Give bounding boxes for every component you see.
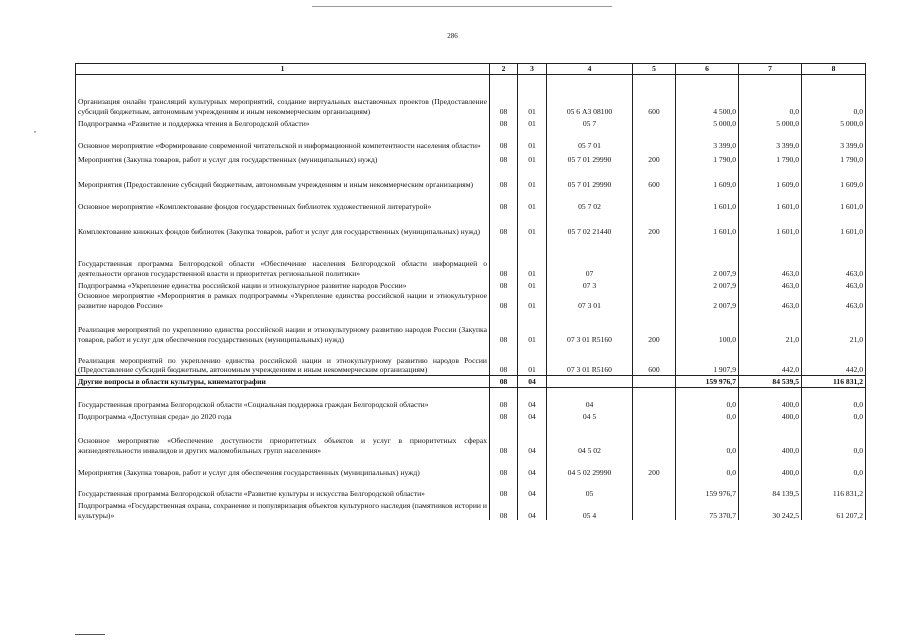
row-name-cell: Подпрограмма «Развитие и поддержка чтения в Белгородской области»	[76, 116, 490, 128]
section-code-cell: 08	[490, 211, 518, 236]
amount-year1-cell: 5 000,0	[676, 116, 739, 128]
amount-year2-cell: 400,0	[739, 387, 802, 409]
target-article-cell: 04 5	[547, 409, 633, 421]
amount-year2-cell: 400,0	[739, 409, 802, 421]
section-code-cell: 08	[490, 409, 518, 421]
row-name-cell: Подпрограмма «Укрепление единства российской нации и этнокультурное развитие народов России»	[76, 278, 490, 290]
section-code-cell: 08	[490, 477, 518, 498]
header-col-1: 1	[76, 64, 490, 75]
amount-year1-cell: 2 007,9	[676, 290, 739, 310]
expense-type-cell	[633, 477, 676, 498]
table-row	[76, 189, 866, 211]
target-article-cell: 04 5 02	[547, 421, 633, 455]
amount-year1-cell: 3 399,0	[676, 128, 739, 150]
amount-year2-cell: 5 000,0	[739, 116, 802, 128]
header-col-2: 2	[490, 64, 518, 75]
subsection-code-cell: 01	[518, 189, 547, 211]
target-article-cell: 07 3 01 R5160	[547, 310, 633, 344]
amount-year1-cell: 0,0	[676, 455, 739, 477]
row-name-cell: Основное мероприятие «Комплектование фондов государственных библиотек художественной литературой»	[76, 189, 490, 211]
section-code-cell: 08	[490, 74, 518, 116]
amount-year2-cell: 1 601,0	[739, 211, 802, 236]
amount-year1-cell: 2 007,9	[676, 278, 739, 290]
subsection-code-cell: 04	[518, 498, 547, 520]
expense-type-cell	[633, 236, 676, 278]
subsection-code-cell: 01	[518, 74, 547, 116]
expense-type-cell: 600	[633, 344, 676, 375]
amount-year1-cell: 0,0	[676, 387, 739, 409]
header-col-8: 8	[802, 64, 866, 75]
amount-year2-cell: 30 242,5	[739, 498, 802, 520]
row-name-cell: Основное мероприятие «Мероприятия в рамках подпрограммы «Укрепление единства российской нации и этнокультурное развитие народов России»	[76, 290, 490, 310]
expense-type-cell	[633, 128, 676, 150]
expense-type-cell: 200	[633, 455, 676, 477]
amount-year1-cell: 75 370,7	[676, 498, 739, 520]
section-code-cell: 08	[490, 290, 518, 310]
row-name-cell: Мероприятия (Закупка товаров, работ и услуг для обеспечения государственных (муниципальных) нужд)	[76, 455, 490, 477]
table-row	[76, 477, 866, 498]
amount-year3-cell: 0,0	[802, 455, 866, 477]
expense-type-cell	[633, 290, 676, 310]
row-name-cell: Реализация мероприятий по укреплению единства российской нации и этнокультурному развитию народов России (Предоставление субсидий бюджетным, автономным учреждениям и иным некоммерческим организациям)	[76, 344, 490, 375]
amount-year1-cell: 159 976,7	[676, 375, 739, 387]
amount-year1-cell: 159 976,7	[676, 477, 739, 498]
subsection-code-cell: 04	[518, 455, 547, 477]
subsection-code-cell: 01	[518, 211, 547, 236]
budget-table	[75, 63, 866, 520]
amount-year3-cell: 21,0	[802, 310, 866, 344]
table-row	[76, 128, 866, 150]
table-row	[76, 455, 866, 477]
subsection-code-cell: 01	[518, 278, 547, 290]
target-article-cell: 07 3 01 R5160	[547, 344, 633, 375]
section-code-cell: 08	[490, 128, 518, 150]
table-header-row	[76, 64, 866, 75]
amount-year3-cell: 463,0	[802, 290, 866, 310]
subsection-code-cell: 01	[518, 290, 547, 310]
subsection-code-cell: 01	[518, 344, 547, 375]
amount-year2-cell: 84 539,5	[739, 375, 802, 387]
amount-year2-cell: 463,0	[739, 236, 802, 278]
amount-year1-cell: 1 790,0	[676, 150, 739, 164]
table-row	[76, 164, 866, 189]
subsection-code-cell: 01	[518, 310, 547, 344]
amount-year3-cell: 3 399,0	[802, 128, 866, 150]
target-article-cell: 05 7	[547, 116, 633, 128]
top-rule	[312, 6, 612, 7]
amount-year1-cell: 1 601,0	[676, 189, 739, 211]
section-code-cell: 08	[490, 375, 518, 387]
amount-year2-cell: 0,0	[739, 74, 802, 116]
table-row	[76, 290, 866, 310]
table-row	[76, 498, 866, 520]
amount-year1-cell: 2 007,9	[676, 236, 739, 278]
amount-year2-cell: 3 399,0	[739, 128, 802, 150]
table-row	[76, 74, 866, 116]
table-row	[76, 375, 866, 387]
target-article-cell: 07 3	[547, 278, 633, 290]
amount-year3-cell: 61 207,2	[802, 498, 866, 520]
amount-year2-cell: 21,0	[739, 310, 802, 344]
table-row	[76, 150, 866, 164]
section-code-cell: 08	[490, 455, 518, 477]
expense-type-cell	[633, 116, 676, 128]
amount-year3-cell: 442,0	[802, 344, 866, 375]
row-name-cell: Мероприятия (Закупка товаров, работ и услуг для государственных (муниципальных) нужд)	[76, 150, 490, 164]
row-name-cell: Подпрограмма «Государственная охрана, сохранение и популяризация объектов культурного наследия (памятников истории и культуры)»	[76, 498, 490, 520]
row-name-cell: Реализация мероприятий по укреплению единства российской нации и этнокультурному развитию народов России (Закупка товаров, работ и услуг для обеспечения государственных (муниципальных) нужд)	[76, 310, 490, 344]
target-article-cell: 04	[547, 387, 633, 409]
amount-year3-cell: 116 831,2	[802, 477, 866, 498]
expense-type-cell: 200	[633, 150, 676, 164]
target-article-cell: 05 7 01 29990	[547, 164, 633, 189]
amount-year3-cell: 1 790,0	[802, 150, 866, 164]
amount-year2-cell: 400,0	[739, 455, 802, 477]
subsection-code-cell: 01	[518, 116, 547, 128]
header-col-7: 7	[739, 64, 802, 75]
subsection-code-cell: 04	[518, 375, 547, 387]
expense-type-cell: 600	[633, 74, 676, 116]
row-name-cell: Государственная программа Белгородской области «Социальная поддержка граждан Белгородской области»	[76, 387, 490, 409]
section-code-cell: 08	[490, 189, 518, 211]
subsection-code-cell: 01	[518, 128, 547, 150]
table-row	[76, 236, 866, 278]
expense-type-cell	[633, 409, 676, 421]
row-name-cell: Комплектование книжных фондов библиотек (Закупка товаров, работ и услуг для государственных (муниципальных) нужд)	[76, 211, 490, 236]
target-article-cell: 05 6 А3 08100	[547, 74, 633, 116]
row-name-cell: Организация онлайн трансляций культурных мероприятий, создание виртуальных выставочных проектов (Предоставление субсидий бюджетным, автономным учреждениям и иным некоммерческим организациям)	[76, 74, 490, 116]
expense-type-cell	[633, 189, 676, 211]
margin-mark: ,	[34, 125, 36, 134]
row-name-cell: Государственная программа Белгородской области «Обеспечение населения Белгородской области информацией о деятельности органов государственной власти и приоритетах региональной политики»	[76, 236, 490, 278]
amount-year3-cell: 463,0	[802, 236, 866, 278]
amount-year1-cell: 1 601,0	[676, 211, 739, 236]
row-name-cell: Мероприятия (Предоставление субсидий бюджетным, автономным учреждениям и иным некоммерческим организациям)	[76, 164, 490, 189]
row-name-cell: Государственная программа Белгородской области «Развитие культуры и искусства Белгородской области»	[76, 477, 490, 498]
row-name-cell: Основное мероприятие «Обеспечение доступности приоритетных объектов и услуг в приоритетных сферах жизнедеятельности инвалидов и других маломобильных групп населения»	[76, 421, 490, 455]
header-col-3: 3	[518, 64, 547, 75]
amount-year3-cell: 0,0	[802, 387, 866, 409]
amount-year2-cell: 463,0	[739, 290, 802, 310]
table-row	[76, 278, 866, 290]
expense-type-cell: 200	[633, 211, 676, 236]
amount-year3-cell: 0,0	[802, 74, 866, 116]
table-row	[76, 387, 866, 409]
table-row	[76, 409, 866, 421]
amount-year3-cell: 0,0	[802, 421, 866, 455]
amount-year3-cell: 5 000,0	[802, 116, 866, 128]
amount-year1-cell: 0,0	[676, 409, 739, 421]
target-article-cell: 07 3 01	[547, 290, 633, 310]
section-code-cell: 08	[490, 344, 518, 375]
table-body	[76, 74, 866, 520]
expense-type-cell	[633, 421, 676, 455]
page-number: 286	[447, 32, 458, 40]
row-name-cell: Другие вопросы в области культуры, кинематографии	[76, 375, 490, 387]
header-col-6: 6	[676, 64, 739, 75]
target-article-cell: 05 4	[547, 498, 633, 520]
target-article-cell: 07	[547, 236, 633, 278]
amount-year2-cell: 1 609,0	[739, 164, 802, 189]
target-article-cell: 04 5 02 29990	[547, 455, 633, 477]
subsection-code-cell: 04	[518, 477, 547, 498]
table-row	[76, 211, 866, 236]
table-row	[76, 344, 866, 375]
amount-year3-cell: 1 601,0	[802, 189, 866, 211]
amount-year1-cell: 1 907,9	[676, 344, 739, 375]
footnote-rule	[75, 634, 105, 635]
target-article-cell: 05 7 02 21440	[547, 211, 633, 236]
section-code-cell: 08	[490, 278, 518, 290]
amount-year1-cell: 4 500,0	[676, 74, 739, 116]
amount-year1-cell: 100,0	[676, 310, 739, 344]
section-code-cell: 08	[490, 387, 518, 409]
expense-type-cell	[633, 387, 676, 409]
section-code-cell: 08	[490, 310, 518, 344]
section-code-cell: 08	[490, 421, 518, 455]
amount-year3-cell: 0,0	[802, 409, 866, 421]
amount-year2-cell: 1 790,0	[739, 150, 802, 164]
expense-type-cell: 200	[633, 310, 676, 344]
table-row	[76, 310, 866, 344]
amount-year1-cell: 1 609,0	[676, 164, 739, 189]
subsection-code-cell: 04	[518, 409, 547, 421]
expense-type-cell	[633, 375, 676, 387]
table-row	[76, 421, 866, 455]
amount-year1-cell: 0,0	[676, 421, 739, 455]
expense-type-cell	[633, 278, 676, 290]
row-name-cell: Основное мероприятие «Формирование современной читательской и информационной компетентности населения области»	[76, 128, 490, 150]
amount-year3-cell: 116 831,2	[802, 375, 866, 387]
table-row	[76, 116, 866, 128]
amount-year2-cell: 400,0	[739, 421, 802, 455]
subsection-code-cell: 01	[518, 150, 547, 164]
amount-year2-cell: 463,0	[739, 278, 802, 290]
amount-year3-cell: 1 609,0	[802, 164, 866, 189]
target-article-cell: 05 7 01 29990	[547, 150, 633, 164]
row-name-cell: Подпрограмма «Доступная среда» до 2020 года	[76, 409, 490, 421]
section-code-cell: 08	[490, 116, 518, 128]
subsection-code-cell: 04	[518, 387, 547, 409]
section-code-cell: 08	[490, 150, 518, 164]
target-article-cell: 05 7 02	[547, 189, 633, 211]
target-article-cell: 05 7 01	[547, 128, 633, 150]
amount-year3-cell: 1 601,0	[802, 211, 866, 236]
amount-year2-cell: 442,0	[739, 344, 802, 375]
subsection-code-cell: 04	[518, 421, 547, 455]
section-code-cell: 08	[490, 164, 518, 189]
subsection-code-cell: 01	[518, 236, 547, 278]
target-article-cell	[547, 375, 633, 387]
expense-type-cell: 600	[633, 164, 676, 189]
amount-year3-cell: 463,0	[802, 278, 866, 290]
target-article-cell: 05	[547, 477, 633, 498]
header-col-5: 5	[633, 64, 676, 75]
section-code-cell: 08	[490, 498, 518, 520]
subsection-code-cell: 01	[518, 164, 547, 189]
amount-year2-cell: 84 139,5	[739, 477, 802, 498]
section-code-cell: 08	[490, 236, 518, 278]
amount-year2-cell: 1 601,0	[739, 189, 802, 211]
header-col-4: 4	[547, 64, 633, 75]
expense-type-cell	[633, 498, 676, 520]
